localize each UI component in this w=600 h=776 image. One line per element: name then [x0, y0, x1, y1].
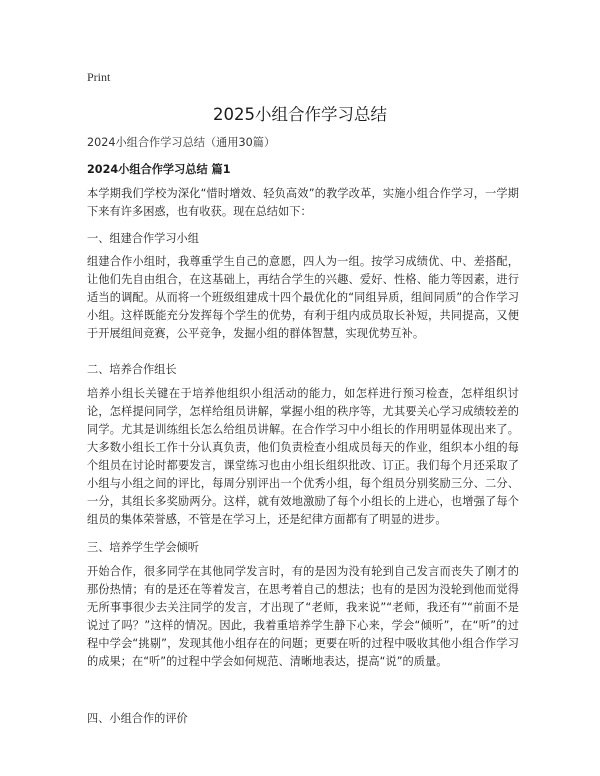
document-subtitle: 2024小组合作学习总结（通用30篇）: [87, 136, 276, 149]
section-heading-1: 一、组建合作学习小组: [87, 232, 199, 245]
section-paragraph-1: 组建合作小组时，我尊重学生自己的意愿，四人为一组。按学习成绩优、中、差搭配，让他们先自由组合，在这基础上，再结合学生的兴趣、爱好、性格、能力等因素，进行适当的调配。从而将一个班级组建成十四个最优化的“同组异质，组间同质”的合作学习小组。这样既能充分发挥每个学生的优势，有利于组内成员取长补短，共同提高，又便于开展组间竞赛，公平竞争，发掘小组的群体智慧，实现优势互补。: [87, 255, 519, 340]
intro-paragraph: 本学期我们学校为深化“惜时增效、轻负高效”的教学改革，实施小组合作学习，一学期下来有许多困惑，也有收获。现在总结如下：: [87, 187, 519, 218]
section-paragraph-3: 开始合作，很多同学在其他同学发言时，有的是因为没有轮到自己发言而丧失了刚才的那份热情；有的是还在等着发言，在思考着自己的想法；也有的是因为没轮到他而觉得无所事事很少去关注同学的发言，才出现了“老师，我来说”“老师，我还有”“前面不是说过了吗？”这样的情况。因此，我着重培养学生静下心来，学会“倾听”，在“听”的过程中学会“挑剔”，发现其他小组存在的问题；更要在听的过程中吸收其他小组合作学习的成果；在“听”的过程中学会如何规范、清晰地表达，提高“说”的质量。: [87, 565, 519, 668]
section-paragraph-2: 培养小组长关键在于培养他组织小组活动的能力，如怎样进行预习检查，怎样组织讨论，怎样提问同学，怎样给组员讲解，掌握小组的秩序等，尤其要关心学习成绩较差的同学。尤其是训练组长怎么给组员讲解。在合作学习中小组长的作用明显体现出来了。大多数小组长工作十分认真负责，他们负责检查小组成员每天的作业，组织本小组的每个组员在讨论时都要发言，课堂练习也由小组长组织批改、订正。我们每个月还采取了小组与小组之间的评比，每周分别评出一个优秀小组，每个组员分别奖励三分、二分、一分，其组长多奖励两分。这样，就有效地激励了每个小组长的上进心，也增强了每个组员的集体荣誉感，不管是在学习上，还是纪律方面都有了明显的进步。: [87, 387, 519, 526]
section-heading-2: 二、培养合作组长: [87, 363, 177, 376]
section-heading-4: 四、小组合作的评价: [87, 712, 188, 725]
page-title: 2025小组合作学习总结: [213, 105, 387, 124]
chapter-title: 2024小组合作学习总结 篇1: [87, 163, 231, 176]
section-heading-3: 三、培养学生学会倾听: [87, 541, 199, 554]
print-link[interactable]: Print: [87, 70, 111, 84]
